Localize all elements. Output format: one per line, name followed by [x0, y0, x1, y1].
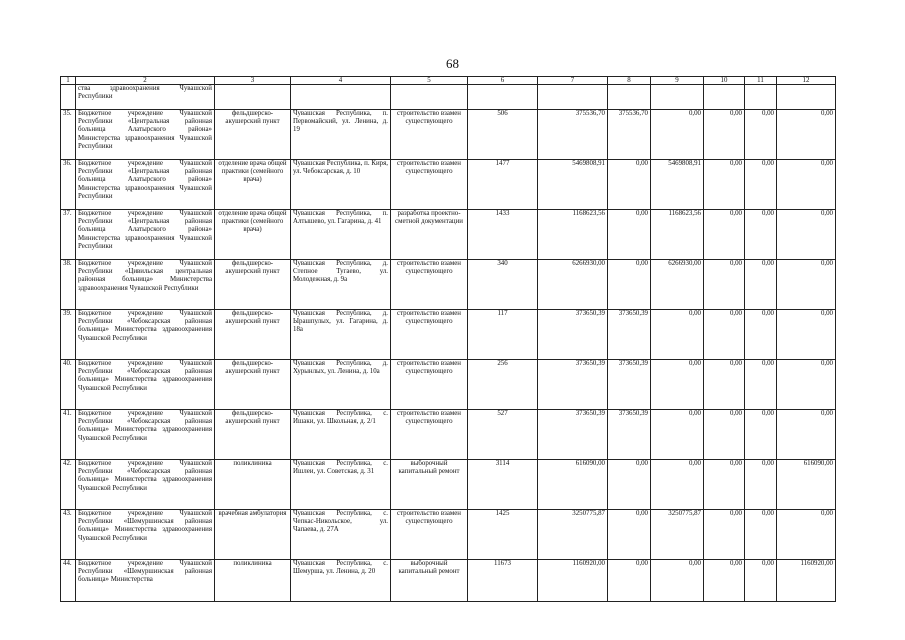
column-header: 2 — [76, 77, 215, 85]
facility-type: поликлиника — [215, 560, 291, 602]
column-header: 8 — [608, 77, 651, 85]
table-row — [61, 160, 836, 210]
col10-value: 0,00 — [704, 560, 745, 602]
facility-address: Чувашская Республика, п. Алтышево, ул. Гагарина, д. 41 — [291, 210, 391, 260]
facility-address: Чувашская Республика, д. Степное Тугаево, ул. Молодежная, д. 9а — [291, 260, 391, 310]
col9-value: 0,00 — [651, 360, 704, 410]
table-row — [61, 460, 836, 510]
work-type: строительство взамен существующего — [391, 260, 468, 310]
col9-value: 3250775,87 — [651, 510, 704, 560]
col8-value: 0,00 — [608, 210, 651, 260]
institution-name: Бюджетное учреждение Чувашской Республики «Цивильская центральная районная больница» Министерства здравоохранения Чувашской Республики — [76, 260, 215, 310]
table-row — [61, 560, 836, 602]
col7-value: 375536,70 — [538, 110, 608, 160]
column-header: 4 — [291, 77, 391, 85]
col7-value: 373650,39 — [538, 310, 608, 360]
col6-value: 506 — [468, 110, 538, 160]
work-type: выборочный капитальный ремонт — [391, 560, 468, 602]
row-number: 39. — [61, 310, 76, 360]
col7-value: 373650,39 — [538, 360, 608, 410]
institution-name: Бюджетное учреждение Чувашской Республики «Чебоксарская районная больница» Министерства здравоохранения Чувашской Республики — [76, 360, 215, 410]
work-type: выборочный капитальный ремонт — [391, 460, 468, 510]
facility-type: фельдшерско-акушерский пункт — [215, 310, 291, 360]
row-number: 41. — [61, 410, 76, 460]
facility-type: отделение врача общей практики (семейного врача) — [215, 210, 291, 260]
col6-value: 11673 — [468, 560, 538, 602]
column-header: 9 — [651, 77, 704, 85]
col6-value: 1425 — [468, 510, 538, 560]
col12-value — [777, 85, 836, 110]
column-header: 10 — [704, 77, 745, 85]
col12-value: 0,00 — [777, 110, 836, 160]
work-type — [391, 85, 468, 110]
col8-value: 0,00 — [608, 160, 651, 210]
institution-name: Бюджетное учреждение Чувашской Республики «Шемуршинская районная больница» Министерства — [76, 560, 215, 602]
work-type: строительство взамен существующего — [391, 360, 468, 410]
col11-value: 0,00 — [745, 210, 777, 260]
facility-address: Чувашская Республика, д. Ырашпулых, ул. Гагарина, д. 18а — [291, 310, 391, 360]
page-number: 68 — [446, 56, 459, 71]
col12-value: 0,00 — [777, 160, 836, 210]
col11-value: 0,00 — [745, 260, 777, 310]
facility-type — [215, 85, 291, 110]
col9-value: 0,00 — [651, 310, 704, 360]
col12-value: 1160920,00 — [777, 560, 836, 602]
work-type: разработка проектно-сметной документации — [391, 210, 468, 260]
facility-type: врачебная амбулатория — [215, 510, 291, 560]
col9-value: 0,00 — [651, 460, 704, 510]
col9-value: 1168623,56 — [651, 210, 704, 260]
facility-address: Чувашская Республика, п. Первомайский, ул. Ленина, д. 19 — [291, 110, 391, 160]
col11-value: 0,00 — [745, 110, 777, 160]
col10-value: 0,00 — [704, 510, 745, 560]
col10-value: 0,00 — [704, 110, 745, 160]
col11-value: 0,00 — [745, 560, 777, 602]
institution-name: Бюджетное учреждение Чувашской Республики «Чебоксарская районная больница» Министерства здравоохранения Чувашской Республики — [76, 460, 215, 510]
column-header: 1 — [61, 77, 76, 85]
row-number: 37. — [61, 210, 76, 260]
work-type: строительство взамен существующего — [391, 410, 468, 460]
work-type: строительство взамен существующего — [391, 510, 468, 560]
table-row — [61, 310, 836, 360]
col7-value — [538, 85, 608, 110]
table-row — [61, 110, 836, 160]
institution-name: Бюджетное учреждение Чувашской Республики «Шемуршинская районная больница» Министерства здравоохранения Чувашской Республики — [76, 510, 215, 560]
facility-address: Чувашская Республика, с. Шемурша, ул. Ленина, д. 20 — [291, 560, 391, 602]
facility-type: фельдшерско-акушерский пункт — [215, 110, 291, 160]
facility-type: отделение врача общей практики (семейного врача) — [215, 160, 291, 210]
col6-value — [468, 85, 538, 110]
col8-value: 0,00 — [608, 510, 651, 560]
row-number: 43. — [61, 510, 76, 560]
col8-value — [608, 85, 651, 110]
institution-name: Бюджетное учреждение Чувашской Республики «Центральная районная больница Алатырского района» Министерства здравоохранения Чувашской Республики — [76, 110, 215, 160]
col10-value: 0,00 — [704, 260, 745, 310]
col9-value: 0,00 — [651, 110, 704, 160]
col9-value — [651, 85, 704, 110]
col10-value: 0,00 — [704, 460, 745, 510]
col11-value — [745, 85, 777, 110]
col11-value: 0,00 — [745, 360, 777, 410]
col8-value: 373650,39 — [608, 310, 651, 360]
column-number-row — [61, 77, 836, 85]
facility-address: Чувашская Республика, с. Чепкас-Никольское, ул. Чапаева, д. 27А — [291, 510, 391, 560]
institution-name: ства здравоохранения Чувашской Республики — [76, 85, 215, 110]
institution-name: Бюджетное учреждение Чувашской Республики «Центральная районная больница Алатырского района» Министерства здравоохранения Чувашской Республики — [76, 160, 215, 210]
work-type: строительство взамен существующего — [391, 160, 468, 210]
col11-value: 0,00 — [745, 460, 777, 510]
table-row — [61, 360, 836, 410]
col8-value: 0,00 — [608, 260, 651, 310]
col6-value: 117 — [468, 310, 538, 360]
col6-value: 527 — [468, 410, 538, 460]
col7-value: 373650,39 — [538, 410, 608, 460]
col10-value: 0,00 — [704, 360, 745, 410]
column-header: 3 — [215, 77, 291, 85]
table-row — [61, 260, 836, 310]
col6-value: 1433 — [468, 210, 538, 260]
col6-value: 3114 — [468, 460, 538, 510]
facility-type: фельдшерско-акушерский пункт — [215, 260, 291, 310]
col12-value: 616090,00 — [777, 460, 836, 510]
table-row — [61, 510, 836, 560]
column-header: 7 — [538, 77, 608, 85]
col10-value: 0,00 — [704, 210, 745, 260]
col11-value: 0,00 — [745, 410, 777, 460]
facility-address: Чувашская Республика, с. Ишаки, ул. Школьная, д. 2/1 — [291, 410, 391, 460]
row-number: 38. — [61, 260, 76, 310]
table-row — [61, 410, 836, 460]
col8-value: 375536,70 — [608, 110, 651, 160]
facility-type: фельдшерско-акушерский пункт — [215, 360, 291, 410]
col9-value: 5469808,91 — [651, 160, 704, 210]
col11-value: 0,00 — [745, 310, 777, 360]
column-header: 6 — [468, 77, 538, 85]
col9-value: 0,00 — [651, 560, 704, 602]
col12-value: 0,00 — [777, 410, 836, 460]
row-number — [61, 85, 76, 110]
table-row — [61, 85, 836, 110]
col11-value: 0,00 — [745, 160, 777, 210]
row-number: 40. — [61, 360, 76, 410]
col8-value: 373650,39 — [608, 410, 651, 460]
col9-value: 0,00 — [651, 410, 704, 460]
col10-value — [704, 85, 745, 110]
col7-value: 3250775,87 — [538, 510, 608, 560]
column-header: 12 — [777, 77, 836, 85]
facility-address: Чувашская Республика, д. Хурынлых, ул. Ленина, д. 10а — [291, 360, 391, 410]
table-row — [61, 210, 836, 260]
row-number: 42. — [61, 460, 76, 510]
row-number: 35. — [61, 110, 76, 160]
col11-value: 0,00 — [745, 510, 777, 560]
col12-value: 0,00 — [777, 310, 836, 360]
col12-value: 0,00 — [777, 510, 836, 560]
works-table — [60, 76, 836, 602]
facility-address: Чувашская Республика, п. Киря, ул. Чебоксарская, д. 10 — [291, 160, 391, 210]
col10-value: 0,00 — [704, 310, 745, 360]
facility-type: поликлиника — [215, 460, 291, 510]
work-type: строительство взамен существующего — [391, 110, 468, 160]
row-number: 44. — [61, 560, 76, 602]
col6-value: 256 — [468, 360, 538, 410]
col7-value: 1168623,56 — [538, 210, 608, 260]
column-header: 11 — [745, 77, 777, 85]
col12-value: 0,00 — [777, 210, 836, 260]
col9-value: 6266930,00 — [651, 260, 704, 310]
col10-value: 0,00 — [704, 410, 745, 460]
col7-value: 616090,00 — [538, 460, 608, 510]
col7-value: 1160920,00 — [538, 560, 608, 602]
facility-address: Чувашская Республика, с. Ишлеи, ул. Советская, д. 31 — [291, 460, 391, 510]
institution-name: Бюджетное учреждение Чувашской Республики «Чебоксарская районная больница» Министерства здравоохранения Чувашской Республики — [76, 410, 215, 460]
col6-value: 1477 — [468, 160, 538, 210]
col7-value: 6266930,00 — [538, 260, 608, 310]
col12-value: 0,00 — [777, 260, 836, 310]
row-number: 36. — [61, 160, 76, 210]
col8-value: 373650,39 — [608, 360, 651, 410]
col8-value: 0,00 — [608, 460, 651, 510]
institution-name: Бюджетное учреждение Чувашской Республики «Чебоксарская районная больница» Министерства здравоохранения Чувашской Республики — [76, 310, 215, 360]
facility-address — [291, 85, 391, 110]
col12-value: 0,00 — [777, 360, 836, 410]
facility-type: фельдшерско-акушерский пункт — [215, 410, 291, 460]
col6-value: 340 — [468, 260, 538, 310]
institution-name: Бюджетное учреждение Чувашской Республики «Центральная районная больница Алатырского района» Министерства здравоохранения Чувашской Республики — [76, 210, 215, 260]
work-type: строительство взамен существующего — [391, 310, 468, 360]
column-header: 5 — [391, 77, 468, 85]
col8-value: 0,00 — [608, 560, 651, 602]
col7-value: 5469808,91 — [538, 160, 608, 210]
col10-value: 0,00 — [704, 160, 745, 210]
